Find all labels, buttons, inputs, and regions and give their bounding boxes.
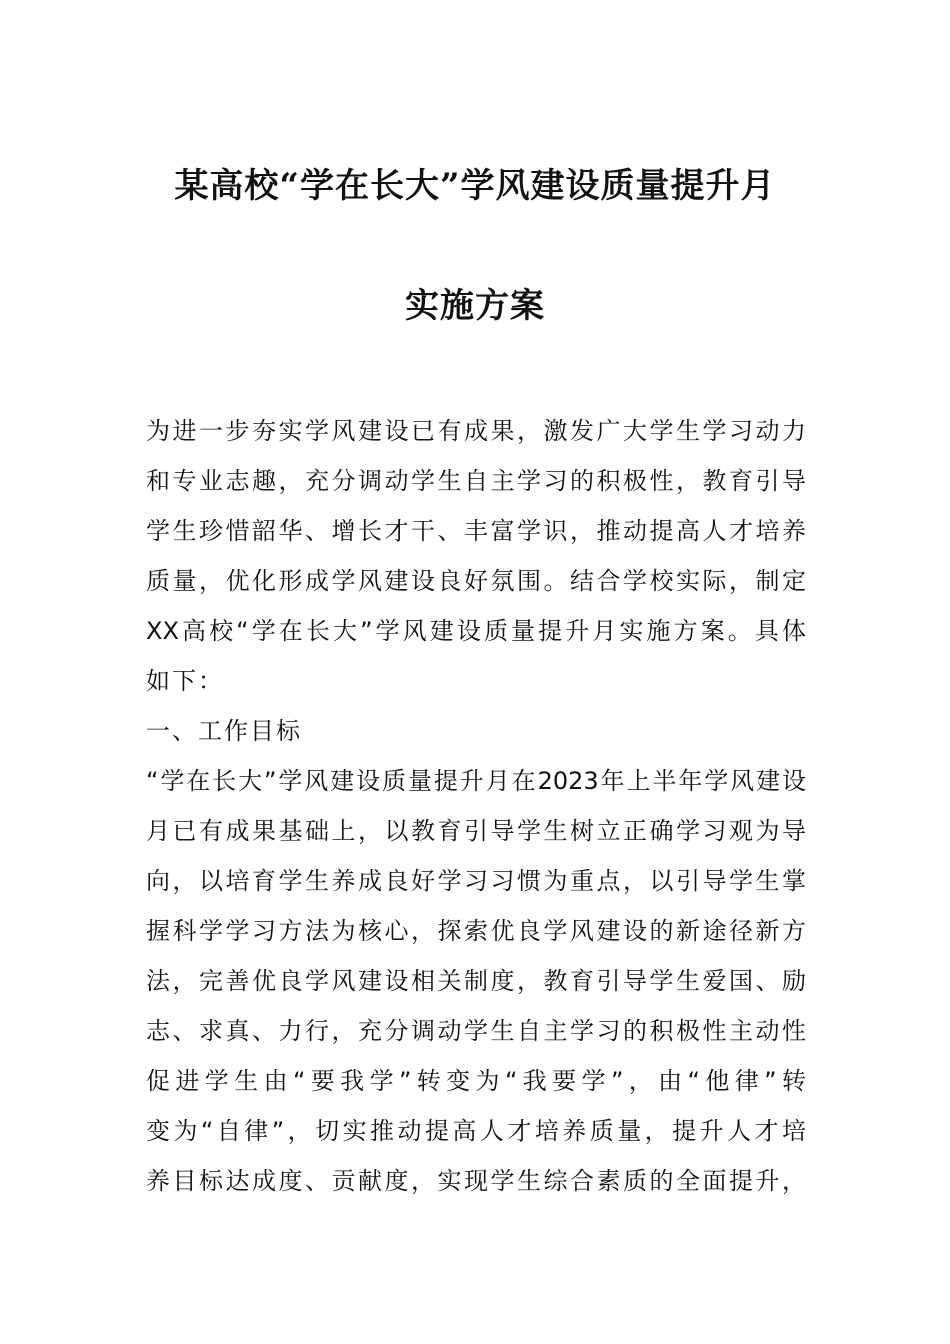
section-heading: 一、工作目标 bbox=[146, 717, 302, 745]
paragraph-line: 握科学学习方法为核心，探索优良学风建设的新途径新方 bbox=[146, 917, 806, 945]
paragraph-line: 法，完善优良学风建设相关制度，教育引导学生爱国、励 bbox=[146, 967, 806, 995]
paragraph-line: 如下： bbox=[146, 667, 224, 695]
document-title-line-1: 某高校“学在长大”学风建设质量提升月 bbox=[174, 166, 776, 206]
paragraph-line: 和专业志趣，充分调动学生自主学习的积极性，教育引导 bbox=[146, 467, 806, 495]
document-title-line-2: 实施方案 bbox=[405, 286, 545, 326]
paragraph-line: 促进学生由“要我学”转变为“我要学”，由“他律”转 bbox=[146, 1067, 806, 1095]
paragraph-line: XX高校“学在长大”学风建设质量提升月实施方案。具体 bbox=[146, 617, 806, 645]
paragraph-line: 为进一步夯实学风建设已有成果，激发广大学生学习动力 bbox=[146, 417, 806, 445]
paragraph-line: 向，以培育学生养成良好学习习惯为重点，以引导学生掌 bbox=[146, 867, 806, 895]
paragraph-line: 学生珍惜韶华、增长才干、丰富学识，推动提高人才培养 bbox=[146, 517, 806, 545]
paragraph-line: “学在长大”学风建设质量提升月在2023年上半年学风建设 bbox=[146, 767, 806, 795]
paragraph-line: 质量，优化形成学风建设良好氛围。结合学校实际，制定 bbox=[146, 567, 806, 595]
document-body bbox=[146, 406, 806, 1206]
paragraph-line: 养目标达成度、贡献度，实现学生综合素质的全面提升， bbox=[146, 1167, 806, 1195]
paragraph-line: 月已有成果基础上，以教育引导学生树立正确学习观为导 bbox=[146, 817, 806, 845]
paragraph-line: 志、求真、力行，充分调动学生自主学习的积极性主动性 bbox=[146, 1017, 806, 1045]
paragraph-line: 变为“自律”，切实推动提高人才培养质量，提升人才培 bbox=[146, 1117, 806, 1145]
